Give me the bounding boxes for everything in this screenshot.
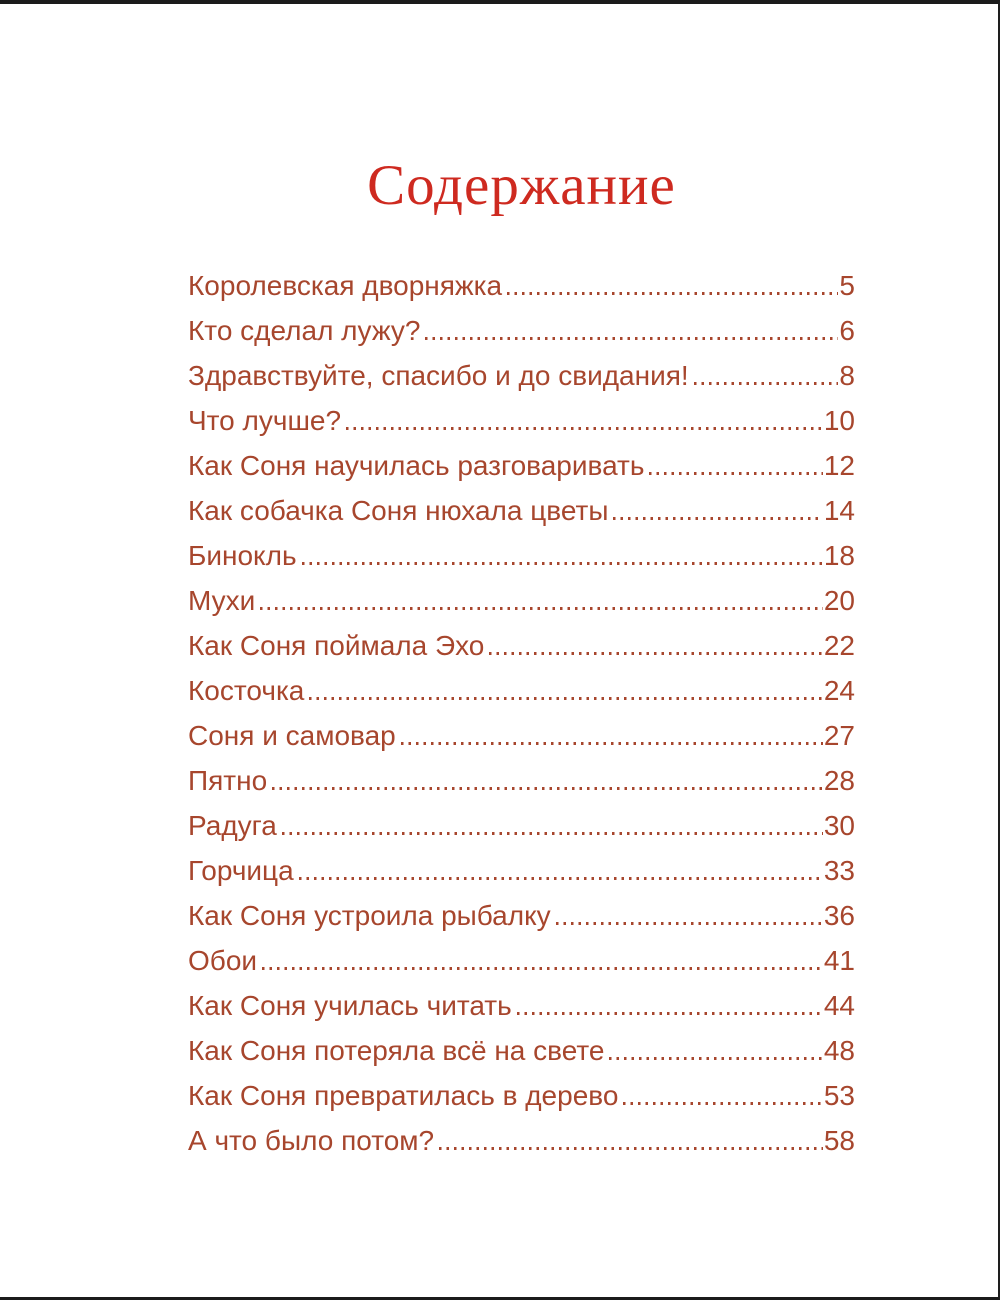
toc-entry-label: Мухи bbox=[188, 585, 256, 617]
toc-entry-page: 12 bbox=[823, 450, 855, 482]
toc-entry-label: Здравствуйте, спасибо и до свидания! bbox=[188, 360, 689, 392]
toc-entry-page: 41 bbox=[823, 945, 855, 977]
toc-entry-page: 8 bbox=[839, 360, 855, 392]
toc-entry-page: 33 bbox=[823, 855, 855, 887]
toc-entry-label: Пятно bbox=[188, 765, 268, 797]
toc-entry-label: Бинокль bbox=[188, 540, 297, 572]
toc-row bbox=[188, 1118, 855, 1163]
toc-row bbox=[188, 1028, 855, 1073]
toc-entry-label: Соня и самовар bbox=[188, 720, 396, 752]
page-title: Содержание bbox=[367, 154, 676, 217]
toc-entry-label: Как Соня научилась разговаривать bbox=[188, 450, 645, 482]
dot-leader bbox=[260, 607, 823, 610]
dot-leader bbox=[556, 922, 823, 925]
toc-row bbox=[188, 488, 855, 533]
dot-leader bbox=[623, 1102, 822, 1105]
toc-entry-label: Что лучше? bbox=[188, 405, 342, 437]
toc-entry-label: Как Соня превратилась в дерево bbox=[188, 1080, 619, 1112]
toc-entry-page: 6 bbox=[839, 315, 855, 347]
toc-row bbox=[188, 938, 855, 983]
dot-leader bbox=[425, 337, 838, 340]
toc-row bbox=[188, 263, 855, 308]
toc-entry-label: Как Соня устроила рыбалку bbox=[188, 900, 551, 932]
toc-entry-page: 22 bbox=[823, 630, 855, 662]
toc-entry-page: 18 bbox=[823, 540, 855, 572]
toc-entry-page: 10 bbox=[823, 405, 855, 437]
toc-row bbox=[188, 443, 855, 488]
dot-leader bbox=[272, 787, 823, 790]
toc-entry-label: Как Соня потеряла всё на свете bbox=[188, 1035, 605, 1067]
dot-leader bbox=[517, 1012, 823, 1015]
dot-leader bbox=[609, 1057, 822, 1060]
toc-entry-page: 48 bbox=[823, 1035, 855, 1067]
toc-entry-label: А что было потом? bbox=[188, 1125, 435, 1157]
dot-leader bbox=[262, 967, 823, 970]
toc-entry-page: 44 bbox=[823, 990, 855, 1022]
toc-row bbox=[188, 353, 855, 398]
toc-entry-page: 53 bbox=[823, 1080, 855, 1112]
toc-entry-label: Как Соня поймала Эхо bbox=[188, 630, 485, 662]
toc-row bbox=[188, 668, 855, 713]
toc-entry-page: 30 bbox=[823, 810, 855, 842]
toc-row bbox=[188, 713, 855, 758]
toc-entry-page: 27 bbox=[823, 720, 855, 752]
dot-leader bbox=[439, 1147, 823, 1150]
dot-leader bbox=[401, 742, 823, 745]
dot-leader bbox=[302, 562, 823, 565]
toc-entry-label: Кто сделал лужу? bbox=[188, 315, 421, 347]
toc-entry-page: 14 bbox=[823, 495, 855, 527]
dot-leader bbox=[649, 472, 822, 475]
toc-row bbox=[188, 623, 855, 668]
book-page bbox=[188, 4, 855, 1163]
toc-entry-label: Горчица bbox=[188, 855, 294, 887]
table-of-contents bbox=[188, 263, 855, 1163]
toc-row bbox=[188, 533, 855, 578]
toc-entry-label: Радуга bbox=[188, 810, 277, 842]
toc-entry-label: Косточка bbox=[188, 675, 305, 707]
toc-row bbox=[188, 308, 855, 353]
toc-row bbox=[188, 398, 855, 443]
toc-entry-label: Как собачка Соня нюхала цветы bbox=[188, 495, 609, 527]
toc-row bbox=[188, 1073, 855, 1118]
toc-entry-page: 28 bbox=[823, 765, 855, 797]
dot-leader bbox=[282, 832, 823, 835]
toc-entry-label: Королевская дворняжка bbox=[188, 270, 503, 302]
toc-entry-page: 20 bbox=[823, 585, 855, 617]
toc-entry-page: 24 bbox=[823, 675, 855, 707]
dot-leader bbox=[346, 427, 823, 430]
toc-entry-page: 36 bbox=[823, 900, 855, 932]
dot-leader bbox=[507, 292, 838, 295]
dot-leader bbox=[489, 652, 822, 655]
dot-leader bbox=[613, 517, 822, 520]
dot-leader bbox=[694, 382, 839, 385]
dot-leader bbox=[309, 697, 822, 700]
toc-entry-label: Обои bbox=[188, 945, 258, 977]
toc-row bbox=[188, 758, 855, 803]
toc-entry-page: 5 bbox=[839, 270, 855, 302]
toc-row bbox=[188, 803, 855, 848]
toc-row bbox=[188, 893, 855, 938]
dot-leader bbox=[299, 877, 823, 880]
toc-entry-page: 58 bbox=[823, 1125, 855, 1157]
toc-entry-label: Как Соня училась читать bbox=[188, 990, 512, 1022]
toc-row bbox=[188, 578, 855, 623]
toc-row bbox=[188, 983, 855, 1028]
toc-row bbox=[188, 848, 855, 893]
